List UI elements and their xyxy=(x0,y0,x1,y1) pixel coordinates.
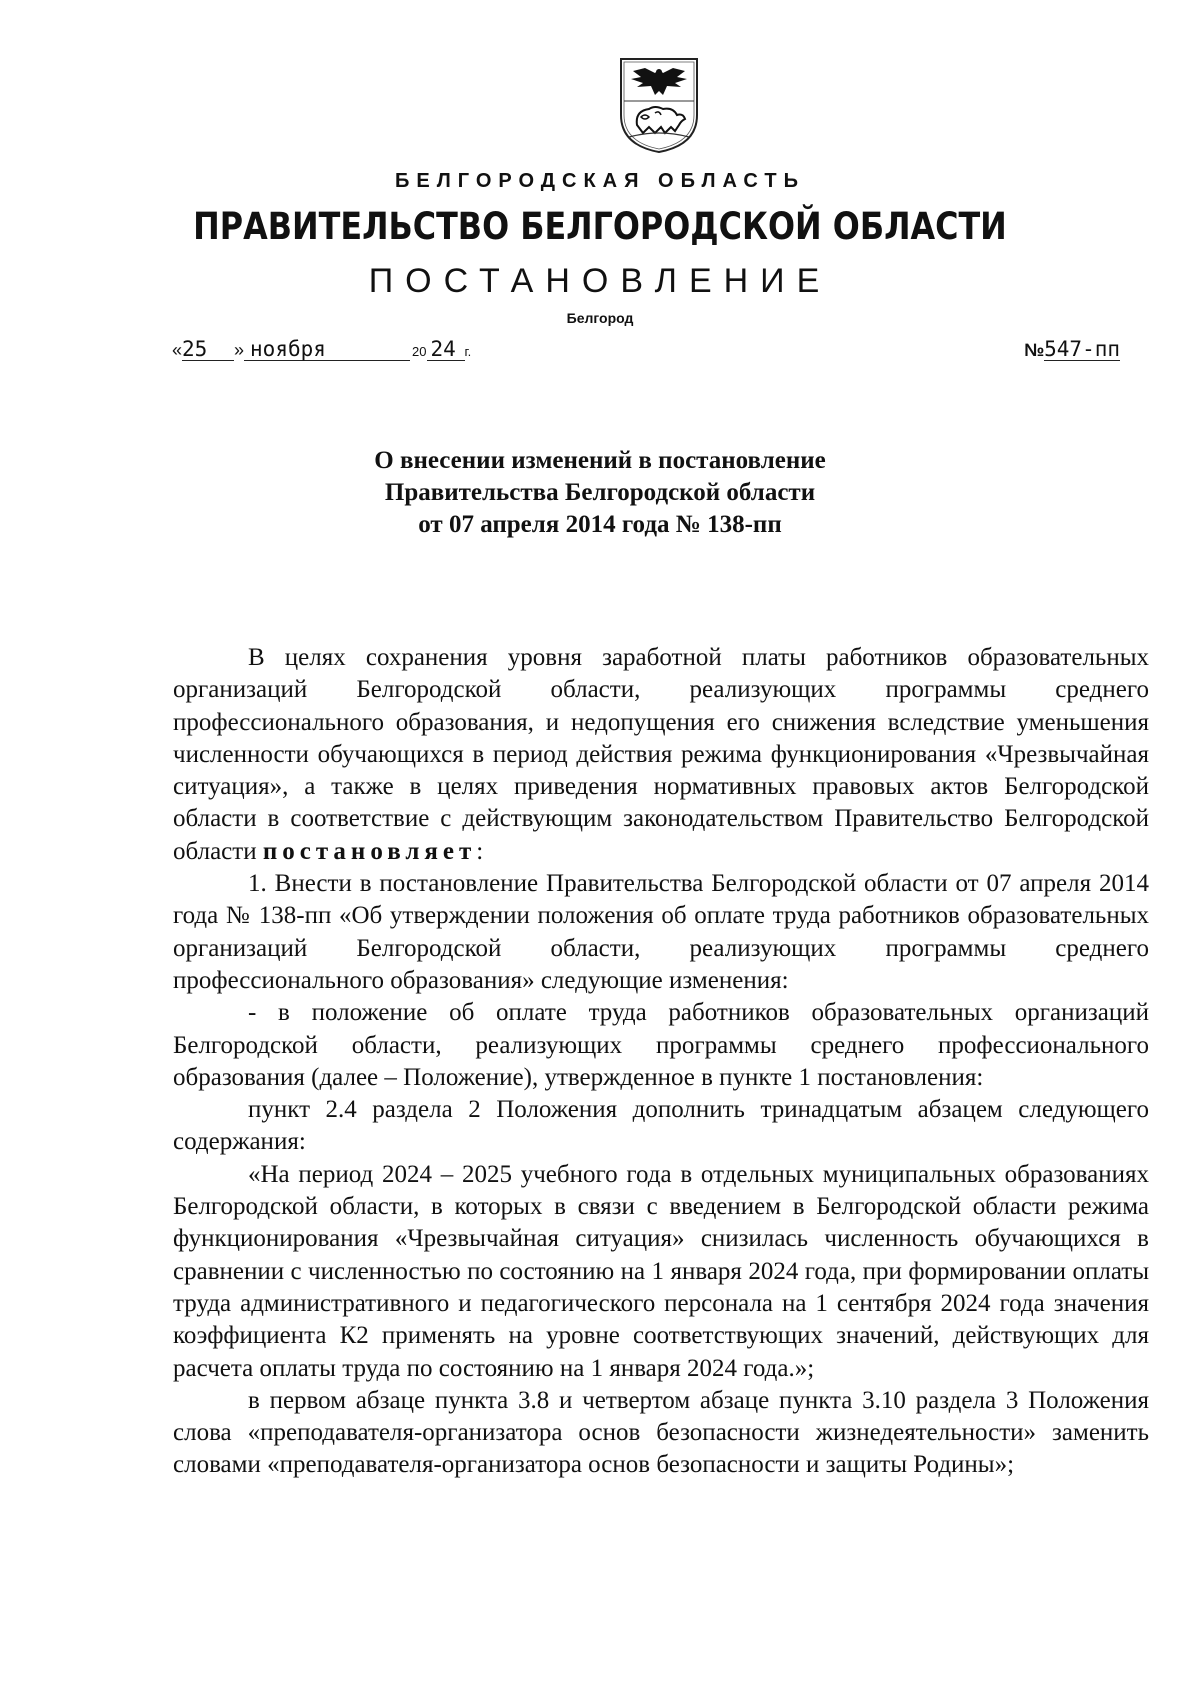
body-paragraph-4: пункт 2.4 раздела 2 Положения дополнить тринадцатым абзацем следующего содержания: xyxy=(173,1096,1149,1156)
body-paragraph-5: «На период 2024 – 2025 учебного года в отдельных муниципальных образованиях Белгородской области, в которых в связи с введением в Белгородской области режима функционирования «Чрезвычайная ситуация» снизилась численность обучающихся в сравнении с численностью по состоянию на 1 января 2024 года, при формировании оплаты труда административного и педагогического персонала на 1 сентября 2024 года значения коэффициента К2 применять на уровне соответствующих значений, действующих для расчета оплаты труда по состоянию на 1 января 2024 года.»; xyxy=(173,1160,1149,1382)
document-title xyxy=(0,445,1200,541)
date-close-quote: » xyxy=(234,340,245,360)
title-line-3: от 07 апреля 2014 года № 138-пп xyxy=(418,511,782,538)
date-open-quote: « xyxy=(172,340,183,360)
document-date xyxy=(172,338,471,361)
government-name: ПРАВИТЕЛЬСТВО БЕЛГОРОДСКОЙ ОБЛАСТИ xyxy=(193,205,1007,248)
title-line-1: О внесении изменений в постановление xyxy=(374,447,826,474)
city-name: Белгород xyxy=(566,310,634,326)
body-paragraph-6: в первом абзаце пункта 3.8 и четвертом абзаце пункта 3.10 раздела 3 Положения слова «преподавателя-организатора основ безопасности жизнедеятельности» заменить словами «преподавателя-организатора основ безопасности и защиты Родины»; xyxy=(173,1386,1149,1479)
title-line-2: Правительства Белгородской области xyxy=(384,479,816,506)
date-year-prefix: 20 xyxy=(412,344,427,359)
coat-of-arms-icon xyxy=(615,55,703,155)
number-prefix: № xyxy=(1024,340,1045,360)
document-type: ПОСТАНОВЛЕНИЕ xyxy=(368,262,832,300)
body-paragraph-1 xyxy=(173,642,1149,868)
document-body xyxy=(173,642,1149,1482)
resolves-colon: : xyxy=(476,837,484,865)
document-number xyxy=(1024,338,1120,361)
date-year-suffix: 24 xyxy=(427,338,465,361)
date-day: 25 xyxy=(182,338,234,361)
number-value: 547-пп xyxy=(1044,337,1120,361)
preamble-text: В целях сохранения уровня заработной платы работников образовательных организаций Белгородской области, реализующих программы среднего профессионального образования, и недопущения его снижения вследствие уменьшения численности обучающихся в период действия режима функционирования «Чрезвычайная ситуация», а также в целях приведения нормативных правовых актов Белгородской области в соответствие с действующим законодательством Правительство Белгородской области xyxy=(173,644,1149,865)
body-paragraph-3: - в положение об оплате труда работников образовательных организаций Белгородской области, реализующих программы среднего профессионального образования (далее – Положение), утвержденное в пункте 1 постановления: xyxy=(173,999,1149,1091)
date-year-abbr: г. xyxy=(464,344,472,359)
body-paragraph-2: 1. Внести в постановление Правительства Белгородской области от 07 апреля 2014 года № 138-пп «Об утверждении положения об оплате труда работников образовательных организаций Белгородской области, реализующих программы среднего профессионального образования» следующие изменения: xyxy=(173,870,1149,994)
date-month: ноября xyxy=(244,338,410,361)
region-name: БЕЛГОРОДСКАЯ ОБЛАСТЬ xyxy=(395,170,805,192)
resolves-keyword: постановляет xyxy=(262,837,477,865)
